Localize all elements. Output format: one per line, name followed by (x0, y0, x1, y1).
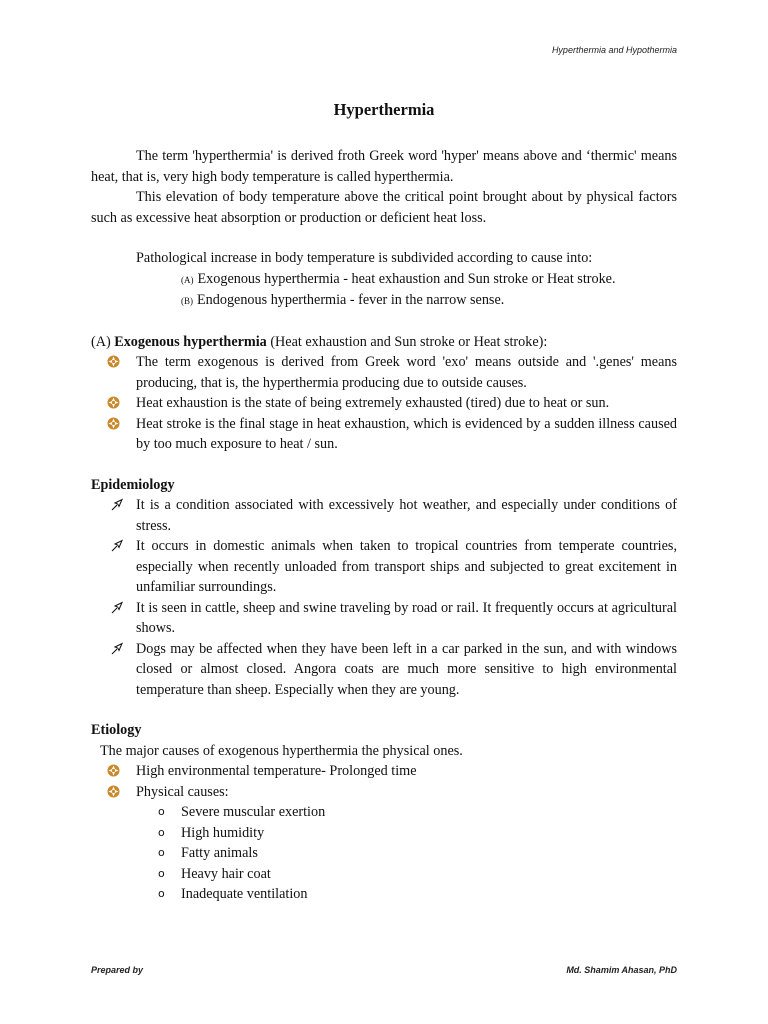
etiology-sub-item-3: Fatty animals (181, 845, 258, 861)
subdivision-a-label: (A) (181, 274, 194, 285)
quad-diamond-bullet-icon (91, 393, 136, 409)
subdivision-a-text: Exogenous hyperthermia - heat exhaustion and Sun stroke or Heat stroke. (197, 270, 616, 287)
section-a-bullet-2: Heat exhaustion is the state of being extremely exhausted (tired) due to heat or sun. (136, 395, 610, 411)
subdivision-b-text: Endogenous hyperthermia - fever in the narrow sense. (197, 292, 505, 308)
etiology-intro: The major causes of exogenous hyperthermia the physical ones. (100, 742, 463, 759)
list-item (91, 782, 677, 803)
arrow-bullet-icon (91, 536, 136, 552)
circle-bullet-icon: o (158, 825, 165, 839)
section-a-bullet-1: The term exogenous is derived from Greek word 'exo' means outside and '.genes' means producing, that is, the hyperthermia producing due to outside causes. (136, 354, 677, 391)
document-body (91, 100, 677, 905)
section-a-prefix: (A) (91, 333, 115, 350)
intro-paragraph-3: Pathological increase in body temperature is subdivided according to cause into: (136, 250, 593, 266)
list-item (158, 864, 677, 885)
etiology-sub-item-1: Severe muscular exertion (181, 804, 326, 820)
subdivision-b (181, 290, 677, 312)
page-title: Hyperthermia (333, 100, 435, 119)
epidemiology-bullet-3: It is seen in cattle, sheep and swine traveling by road or rail. It frequently occurs at agricultural shows. (136, 599, 677, 636)
subdivision-a (181, 269, 677, 291)
list-item (91, 414, 677, 455)
footer-prepared-by: Prepared by (91, 965, 144, 975)
list-item (158, 843, 677, 864)
epidemiology-bullet-2: It occurs in domestic animals when taken to tropical countries from temperate countries, especially when recently unloaded from transport ships and subjected to great excitement in unfamiliar surroundings. (136, 538, 677, 595)
quad-diamond-bullet-icon (91, 352, 136, 368)
list-item (158, 823, 677, 844)
etiology-sub-item-4: Heavy hair coat (181, 865, 271, 882)
quad-diamond-bullet-icon (91, 414, 136, 430)
circle-bullet-icon: o (158, 846, 165, 859)
epidemiology-bullet-4: Dogs may be affected when they have been left in a car parked in the sun, and with windows closed or almost closed. Angora coats are much more sensitive to high environmental temperature than sheep. Especially when they are young. (136, 640, 677, 698)
epidemiology-bullet-1: It is a condition associated with excessively hot weather, and especially under conditions of stress. (136, 497, 677, 534)
intro-paragraph-1: The term 'hyperthermia' is derived froth Greek word 'hyper' means above and ‘thermic' means heat, that is, very high body temperature is called hyperthermia. (91, 148, 677, 185)
section-a-suffix: (Heat exhaustion and Sun stroke or Heat stroke): (266, 333, 548, 350)
subdivision-b-label: (B) (181, 296, 193, 306)
etiology-bullet-2: Physical causes: (136, 783, 229, 800)
quad-diamond-bullet-icon (91, 782, 136, 798)
quad-diamond-bullet-icon (91, 761, 136, 777)
etiology-bullet-1: High environmental temperature- Prolonged time (136, 763, 417, 779)
etiology-heading: Etiology (91, 722, 142, 738)
section-a-bullet-3: Heat stroke is the final stage in heat exhaustion, which is evidenced by a sudden illness caused by too much exposure to heat / sun. (136, 415, 677, 452)
list-item (91, 639, 677, 701)
list-item (91, 393, 677, 414)
list-item (158, 802, 677, 823)
etiology-sub-item-5: Inadequate ventilation (181, 886, 308, 902)
list-item (91, 598, 677, 639)
list-item (91, 352, 677, 393)
circle-bullet-icon: o (158, 887, 165, 900)
etiology-sub-item-2: High humidity (181, 824, 265, 841)
list-item (91, 536, 677, 598)
list-item (91, 761, 677, 782)
circle-bullet-icon: o (158, 805, 165, 818)
running-header: Hyperthermia and Hypothermia (551, 45, 677, 55)
arrow-bullet-icon (91, 598, 136, 614)
arrow-bullet-icon (91, 639, 136, 655)
list-item (158, 884, 677, 905)
section-a-title: Exogenous hyperthermia (114, 333, 267, 350)
list-item (91, 495, 677, 536)
arrow-bullet-icon (91, 495, 136, 511)
intro-paragraph-2: This elevation of body temperature above the critical point brought about by physical factors such as excessive heat absorption or production or deficient heat loss. (91, 189, 677, 226)
epidemiology-heading: Epidemiology (91, 476, 175, 493)
footer-author: Md. Shamim Ahasan, PhD (566, 965, 677, 975)
circle-bullet-icon: o (158, 866, 165, 880)
section-a-heading (91, 332, 677, 353)
